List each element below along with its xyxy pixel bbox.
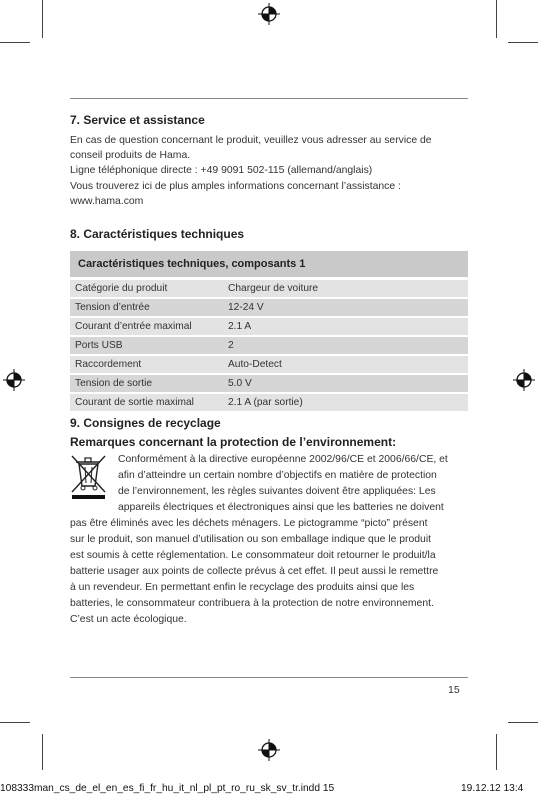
recycling-text-line: batterie usager aux points de collecte prévus à cet effet. Il peut aussi le remettre	[70, 566, 439, 577]
specs-table-body	[70, 280, 468, 413]
recycling-text-line: pas être éliminés avec les déchets ménagers. Le pictogramme “picto” présent	[70, 518, 428, 529]
crop-mark	[508, 42, 538, 43]
spec-value: Chargeur de voiture	[228, 283, 319, 294]
spec-label: Courant de sortie maximal	[75, 397, 194, 408]
section-9-title: 9. Consignes de recyclage	[70, 416, 221, 430]
section-8-title: 8. Caractéristiques techniques	[70, 227, 245, 241]
recycling-text-line: sur le produit, son manuel d’utilisation ou son emballage indique que le produit	[70, 534, 432, 545]
recycling-text-line: Conformément à la directive européenne 2002/96/CE et 2006/66/CE, et	[118, 454, 448, 465]
spec-label: Tension de sortie	[75, 378, 153, 389]
spec-value: 2	[228, 340, 234, 351]
header-rule	[70, 98, 468, 99]
registration-mark-icon	[513, 369, 535, 391]
table-row	[70, 356, 468, 375]
recycling-text-line: appareils électriques et électroniques ainsi que les batteries ne doivent	[118, 502, 444, 513]
table-row	[70, 394, 468, 413]
spec-value: Auto-Detect	[228, 359, 282, 370]
section-7-text	[70, 133, 470, 209]
footer-datetime: 19.12.12 13:4	[461, 783, 524, 794]
recycling-text-line: C’est un acte écologique.	[70, 614, 187, 625]
spec-value: 12-24 V	[228, 302, 264, 313]
table-row	[70, 337, 468, 356]
spec-label: Courant d’entrée maximal	[75, 321, 192, 332]
table-row	[70, 375, 468, 394]
crop-mark	[42, 734, 43, 770]
section-9-subtitle: Remarques concernant la protection de l’environnement:	[70, 435, 397, 449]
recycling-text-line: à un revendeur. En permettant enfin le recyclage des produits ainsi que les	[70, 582, 415, 593]
crop-mark	[0, 42, 30, 43]
footer-rule	[70, 677, 468, 678]
table-row	[70, 299, 468, 318]
recycling-text-line: batteries, le consommateur contribuera à la protection de notre environnement.	[70, 598, 434, 609]
recycling-text-line: de l’environnement, les règles suivantes doivent être appliquées: Les	[118, 486, 436, 497]
spec-value: 2.1 A	[228, 321, 252, 332]
recycling-text-line: est soumis à cette réglementation. Le consommateur doit retourner le produit/la	[70, 550, 436, 561]
spec-label: Catégorie du produit	[75, 283, 168, 294]
specs-table	[70, 251, 468, 413]
spec-value: 5.0 V	[228, 378, 252, 389]
table-row	[70, 280, 468, 299]
registration-mark-icon	[258, 3, 280, 25]
spec-value: 2.1 A (par sortie)	[228, 397, 303, 408]
registration-mark-icon	[3, 369, 25, 391]
crop-mark	[508, 722, 538, 723]
registration-mark-icon	[258, 739, 280, 761]
table-row	[70, 318, 468, 337]
crop-mark	[0, 722, 30, 723]
text-line: En cas de question concernant le produit, veuillez vous adresser au service de	[70, 135, 432, 146]
crop-mark	[496, 734, 497, 770]
specs-table-header: Caractéristiques techniques, composants 1	[70, 251, 468, 277]
text-line: Ligne téléphonique directe : +49 9091 502-115 (allemand/anglais)	[70, 165, 373, 177]
spec-label: Tension d’entrée	[75, 302, 150, 313]
crop-mark	[496, 0, 497, 38]
text-line: Vous trouverez ici de plus amples informations concernant l’assistance :	[70, 180, 401, 192]
page-number: 15	[448, 684, 460, 696]
text-line: www.hama.com	[70, 195, 144, 207]
spec-label: Raccordement	[75, 359, 142, 370]
recycling-text-line: afin d’atteindre un certain nombre d’objectifs en matière de protection	[118, 470, 437, 481]
spec-label: Ports USB	[75, 340, 123, 351]
crossed-out-bin-icon	[70, 452, 108, 500]
section-7-title: 7. Service et assistance	[70, 113, 205, 127]
text-line: conseil produits de Hama.	[70, 150, 191, 162]
crop-mark	[42, 0, 43, 38]
footer-filename: 108333man_cs_de_el_en_es_fi_fr_hu_it_nl_pl_pt_ro_ru_sk_sv_tr.indd 15	[0, 783, 335, 794]
